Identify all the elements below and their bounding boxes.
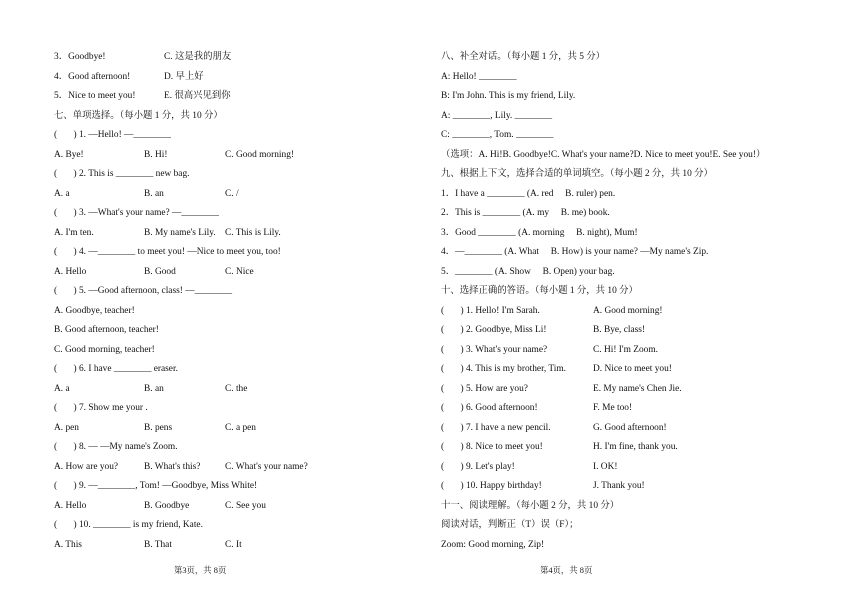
line-text: A. Hello [54,266,87,277]
line-text: ( ) 3. What's your name? [441,344,548,355]
option-text: F. Me too! [593,403,633,413]
line-text: A. a [54,383,70,394]
left-line [54,438,394,458]
left-line [54,204,394,224]
right-line [441,302,821,322]
line-text: A. a [54,188,70,199]
line-text: 3．Good ________ (A. morning B. night), Mum! [441,227,638,238]
line-text: 4．—________ (A. What B. How) is your name? —My name's Zip. [441,247,709,257]
option-text: C. Good morning! [225,149,295,160]
option-text: B. an [144,383,164,394]
right-line [441,341,821,361]
line-text: ( ) 5. How are you? [441,383,528,394]
line-text: 十一、阅读理解。（每小题 2 分，共 10 分） [441,500,620,511]
line-text: ( ) 10. ________ is my friend, Kate. [54,520,203,530]
left-line [54,68,394,88]
right-page-footer: 第4页，共 8页 [540,566,593,575]
line-text: ( ) 1. —Hello! —________ [54,130,171,140]
line-text: 5．Nice to meet you! [54,91,136,101]
option-text: B. That [144,539,172,550]
option-text: J. Thank you! [593,481,645,491]
line-text: 4．Good afternoon! [54,71,131,82]
left-line [54,497,394,517]
option-text: B. pens [144,422,173,433]
right-line [441,204,821,224]
option-text: H. I'm fine, thank you. [593,442,678,452]
right-line [441,399,821,419]
right-line [441,419,821,439]
option-text: C. See you [225,500,266,511]
line-text: ( ) 1. Hello! I'm Sarah. [441,305,540,316]
left-line [54,87,394,107]
line-text: ( ) 2. Goodbye, Miss Li! [441,325,547,335]
right-line [441,146,821,166]
option-text: C. Hi! I'm Zoom. [593,344,658,355]
option-text: B. Good [144,266,176,277]
line-text: ( ) 5. —Good afternoon, class! —________ [54,286,233,296]
right-line [441,224,821,244]
right-line [441,243,821,263]
option-text: C. This is Lily. [225,227,281,238]
line-text: A: Hello! ________ [441,71,517,82]
left-line [54,321,394,341]
left-line [54,282,394,302]
line-text: ( ) 10. Happy birthday! [441,481,542,491]
line-text: ( ) 9. Let's play! [441,461,515,472]
left-line [54,536,394,556]
right-line [441,282,821,302]
line-text: ( ) 7. Show me your . [54,403,148,413]
right-line [441,497,821,517]
line-text: ( ) 4. —________ to meet you! —Nice to meet you, too! [54,247,281,257]
line-text: （选项：A. Hi!B. Goodbye!C. What's your name?D. Nice to meet you!E. See you!） [441,149,766,160]
left-line [54,516,394,536]
left-line [54,458,394,478]
line-text: ( ) 6. Good afternoon! [441,403,538,413]
left-line [54,146,394,166]
line-text: ( ) 3. —What's your name? —________ [54,208,219,218]
option-text: A. Good morning! [593,305,663,316]
left-line [54,107,394,127]
right-line [441,48,821,68]
right-line [441,87,821,107]
right-line [441,185,821,205]
line-text: 八、补全对话。（每小题 1 分，共 5 分） [441,52,606,62]
option-text: D. Nice to meet you! [593,364,672,374]
left-line [54,48,394,68]
line-text: ( ) 2. This is ________ new bag. [54,169,190,179]
line-text: 阅读对话，判断正（T）误（F）； [441,520,579,530]
right-line [441,360,821,380]
left-page-footer: 第3页，共 8页 [174,566,227,575]
left-line [54,419,394,439]
option-text: C. a pen [225,422,256,433]
right-line [441,458,821,478]
option-text: C. Nice [225,266,254,277]
line-text: 九、根据上下文，选择合适的单词填空。（每小题 2 分，共 10 分） [441,169,713,179]
right-line [441,107,821,127]
option-text: C. It [225,539,242,550]
line-text: ( ) 8. — —My name's Zoom. [54,442,178,452]
left-line [54,302,394,322]
left-line [54,477,394,497]
left-line [54,126,394,146]
line-text: ( ) 9. —________, Tom! —Goodbye, Miss White! [54,481,258,491]
right-line [441,380,821,400]
line-text: A. I'm ten. [54,227,94,238]
line-text: C. Good morning, teacher! [54,344,155,355]
line-text: ( ) 4. This is my brother, Tim. [441,364,566,374]
option-text: B. Hi! [144,149,168,160]
left-line [54,341,394,361]
right-line [441,126,821,146]
left-line [54,165,394,185]
option-text: B. Goodbye [144,500,190,511]
right-line [441,263,821,283]
line-text: 十、选择正确的答语。（每小题 1 分，共 10 分） [441,286,638,296]
left-line [54,399,394,419]
right-line [441,68,821,88]
option-text: B. an [144,188,164,199]
line-text: A. This [54,539,82,550]
line-text: B. Good afternoon, teacher! [54,325,159,335]
line-text: C: ________, Tom. ________ [441,130,554,140]
left-line [54,224,394,244]
left-line [54,380,394,400]
option-text: I. OK! [593,461,618,472]
line-text: ( ) 8. Nice to meet you! [441,442,543,452]
line-text: A. pen [54,422,79,433]
line-text: 5．________ (A. Show B. Open) your bag. [441,266,615,277]
option-text: C. / [225,188,239,199]
left-line [54,263,394,283]
line-text: ( ) 6. I have ________ eraser. [54,364,178,374]
line-text: A: ________, Lily. ________ [441,110,553,121]
line-text: A. Bye! [54,149,84,160]
left-page-column [54,48,394,555]
line-text: Zoom: Good morning, Zip! [441,539,545,550]
option-text: B. Bye, class! [593,325,646,335]
right-line [441,477,821,497]
left-line [54,360,394,380]
line-text: 七、单项选择。（每小题 1 分，共 10 分） [54,110,223,121]
right-page-column [441,48,821,555]
option-text: B. What's this? [144,461,201,472]
line-text: B: I'm John. This is my friend, Lily. [441,91,576,101]
option-text: G. Good afternoon! [593,422,667,433]
option-text: C. 这是我的朋友 [164,52,232,62]
option-text: B. My name's Lily. [144,227,216,238]
left-line [54,185,394,205]
line-text: A. How are you? [54,461,119,472]
right-line [441,516,821,536]
line-text: 2．This is ________ (A. my B. me) book. [441,208,610,218]
option-text: C. the [225,383,248,394]
option-text: C. What's your name? [225,461,308,472]
line-text: A. Goodbye, teacher! [54,305,135,316]
line-text: A. Hello [54,500,87,511]
option-text: E. My name's Chen Jie. [593,383,682,394]
option-text: D. 早上好 [164,71,204,82]
right-line [441,438,821,458]
option-text: E. 很高兴见到你 [164,91,231,101]
line-text: ( ) 7. I have a new pencil. [441,422,551,433]
right-line [441,536,821,556]
line-text: 1．I have a ________ (A. red B. ruler) pen. [441,188,616,199]
right-line [441,165,821,185]
right-line [441,321,821,341]
left-line [54,243,394,263]
line-text: 3．Goodbye! [54,52,106,62]
